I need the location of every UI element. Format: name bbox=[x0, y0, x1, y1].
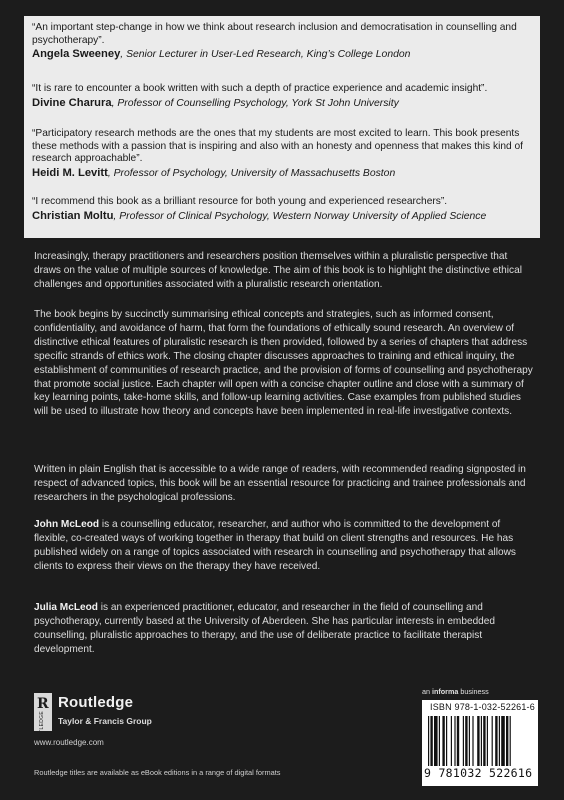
endorsement-quote bbox=[32, 83, 538, 111]
endorser-role: , Professor of Counselling Psychology, York St John University bbox=[111, 97, 399, 109]
quote-attribution bbox=[32, 209, 538, 224]
author-name: John McLeod bbox=[34, 519, 100, 530]
endorsement-quote bbox=[32, 22, 538, 62]
barcode-bar bbox=[510, 716, 511, 766]
quote-attribution bbox=[32, 166, 538, 181]
endorsement-quote bbox=[32, 128, 538, 181]
author-bio-text: is a counselling educator, researcher, and author who is committed to the development of flexible, co-created ways of working together in therapy that build on client strengths and resources. He has published widely on a range of topics associated with research in counselling and psychotherapy that allows clients to express their views on the therapy they have received. bbox=[34, 519, 516, 572]
author-bio-text: is an experienced practitioner, educator, and researcher in the field of counselling and psychotherapy, currently based at the University of Aberdeen. She has particular interests in embedded counselling, pluralistic approaches to therapy, and the use of deliberate practice to facilitate therapist development. bbox=[34, 602, 496, 655]
routledge-logo bbox=[34, 693, 52, 745]
barcode-bar bbox=[442, 716, 444, 766]
endorser-role: , Senior Lecturer in User-Led Research, King’s College London bbox=[120, 49, 411, 61]
endorsement-quote bbox=[32, 196, 538, 224]
barcode-bar bbox=[439, 716, 440, 766]
informa-logo-text: informa bbox=[432, 687, 459, 696]
isbn-label: ISBN 978-1-032-52261-6 bbox=[430, 702, 535, 712]
barcode-bar bbox=[463, 716, 464, 766]
informa-business-tag: an informa business bbox=[422, 687, 489, 696]
barcode-bar bbox=[454, 716, 455, 766]
barcode-bar bbox=[434, 716, 438, 766]
barcode-bar bbox=[469, 716, 470, 766]
quote-text: “I recommend this book as a brilliant resource for both young and experienced researchers”. bbox=[32, 196, 448, 207]
barcode-bar bbox=[499, 716, 500, 766]
endorser-name: Divine Charura bbox=[32, 96, 112, 109]
barcode-number: 9 781032 522616 bbox=[424, 766, 533, 780]
quote-attribution bbox=[32, 47, 538, 62]
barcode-bar bbox=[430, 716, 432, 766]
quote-text: “It is rare to encounter a book written with such a depth of practice experience and academic insight”. bbox=[32, 83, 488, 94]
description-paragraph: Written in plain English that is accessible to a wide range of readers, with recommended reading signposted in respect of advanced topics, this book will be an essential resource for practicing and trainee professionals and researchers in the psychological professions. bbox=[34, 464, 526, 503]
barcode-graphic bbox=[428, 716, 534, 766]
quote-attribution bbox=[32, 96, 538, 111]
endorser-name: Angela Sweeney bbox=[32, 48, 121, 61]
barcode-bar bbox=[428, 716, 429, 766]
description-paragraph: The book begins by succinctly summarising ethical concepts and strategies, such as informed consent, confidentiality, and avoidance of harm, that form the foundations of ethically sound research. An overview of distinctive ethical features of pluralistic research is then provided, followed by a series of chapters that address specific strands of ethics work. The closing chapter discusses approaches to training and ethical inquiry, the establishment of communities of research practice, and the provision of forms of counselling and psychotherapy that promote social justice. Each chapter will open with a concise chapter outline and close with a summary of key learning points, take-home skills, and follow-up learning activities. Case examples from published studies will be used to illustrate how theory and concepts have been implemented in real-life investigative contexts. bbox=[34, 309, 533, 418]
publisher-group: Taylor & Francis Group bbox=[58, 716, 152, 726]
author-bio bbox=[34, 601, 534, 657]
barcode-bar bbox=[492, 716, 493, 766]
barcode-bar bbox=[481, 716, 482, 766]
author-bio bbox=[34, 518, 534, 574]
barcode-bar bbox=[472, 716, 473, 766]
endorser-role: , Professor of Clinical Psychology, Western Norway University of Applied Science bbox=[113, 210, 487, 222]
barcode-bar bbox=[446, 716, 447, 766]
author-name: Julia McLeod bbox=[34, 602, 98, 613]
barcode-bar bbox=[501, 716, 505, 766]
endorsements-panel bbox=[24, 16, 540, 238]
barcode-bar bbox=[457, 716, 459, 766]
endorser-name: Christian Moltu bbox=[32, 209, 114, 222]
isbn-barcode-box bbox=[422, 700, 538, 786]
barcode-bar bbox=[495, 716, 497, 766]
routledge-logo-vertical-text: ROUTLEDGE bbox=[39, 711, 45, 745]
endorser-role: , Professor of Psychology, University of Massachusetts Boston bbox=[107, 167, 396, 179]
barcode-bar bbox=[477, 716, 479, 766]
barcode-bar bbox=[451, 716, 452, 766]
barcode-bar bbox=[487, 716, 488, 766]
publisher-url: www.routledge.com bbox=[34, 738, 104, 747]
barcode-bar bbox=[506, 716, 508, 766]
barcode-bar bbox=[465, 716, 467, 766]
description-paragraph: Increasingly, therapy practitioners and researchers position themselves within a pluralistic perspective that draws on the value of multiple sources of knowledge. The aim of this book is to highlight the distinctive ethical challenges and opportunities associated with a pluralistic research orientation. bbox=[34, 251, 522, 290]
barcode-bar bbox=[483, 716, 485, 766]
quote-text: “Participatory research methods are the ones that my students are most excited to learn. This book presents these methods with a passion that is inspiring and also with an honesty and openness that makes this kind of research approachable”. bbox=[32, 128, 523, 165]
ebook-note: Routledge titles are available as eBook editions in a range of digital formats bbox=[34, 768, 281, 777]
routledge-logo-letter: R bbox=[37, 696, 49, 712]
quote-text: “An important step-change in how we think about research inclusion and democratisation in counselling and psychotherapy”. bbox=[32, 22, 517, 46]
endorser-name: Heidi M. Levitt bbox=[32, 166, 108, 179]
publisher-name: Routledge bbox=[58, 694, 134, 711]
